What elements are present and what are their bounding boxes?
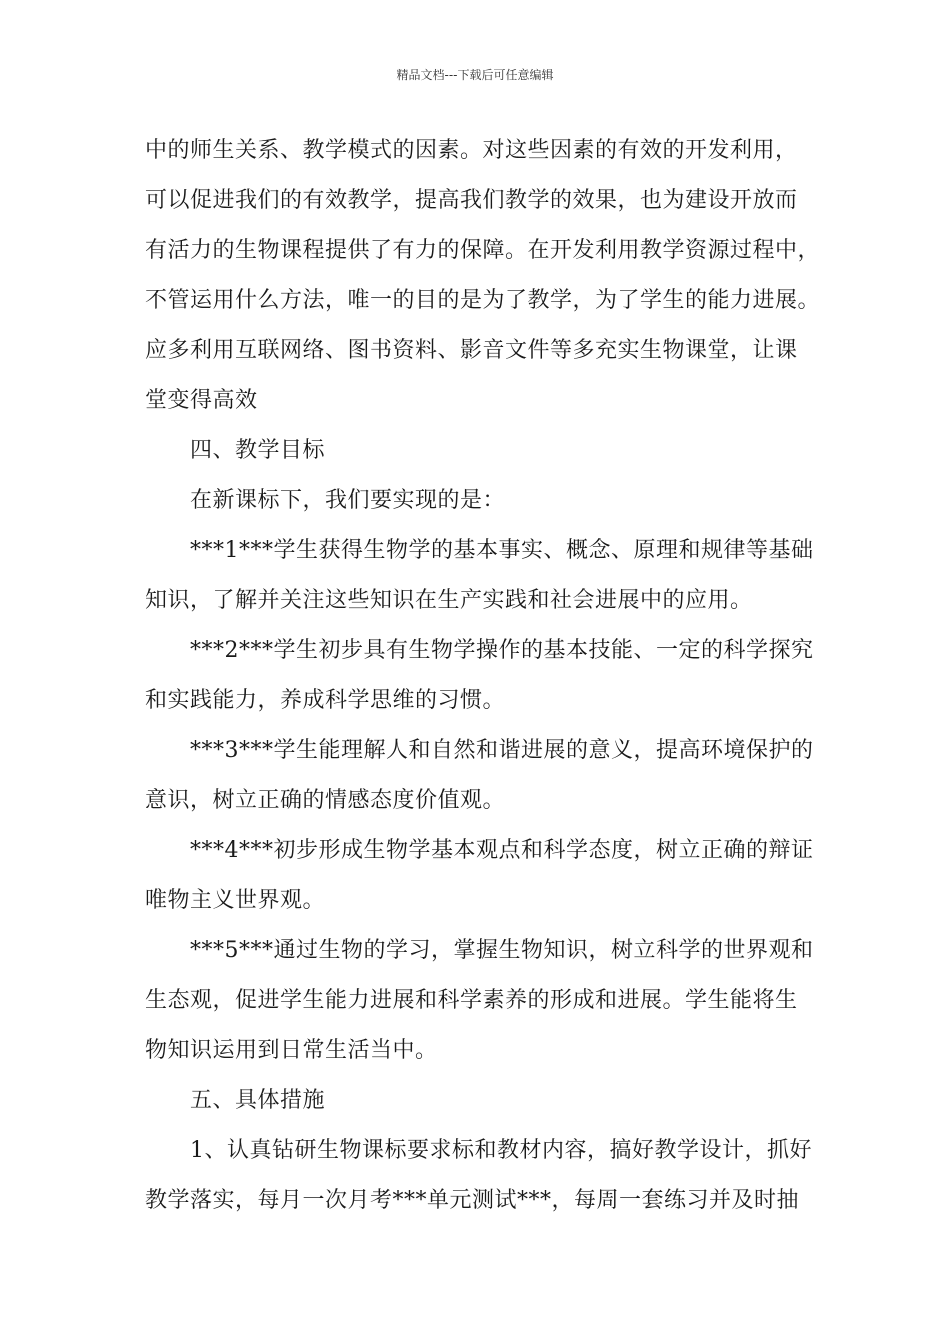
body-line: 唯物主义世界观。 <box>145 888 326 913</box>
section-heading: 五、具体措施 <box>190 1088 326 1113</box>
body-line: 可以促进我们的有效教学，提高我们教学的效果，也为建设开放而 <box>145 188 798 213</box>
page-header: 精品文档---下载后可任意编辑 <box>396 68 554 82</box>
section-heading: 四、教学目标 <box>190 438 326 463</box>
list-item: ***4***初步形成生物学基本观点和科学态度，树立正确的辩证 <box>190 838 814 863</box>
body-line: 生态观，促进学生能力进展和科学素养的形成和进展。学生能将生 <box>145 988 798 1013</box>
body-line: 不管运用什么方法，唯一的目的是为了教学，为了学生的能力进展。 <box>145 288 821 313</box>
body-line: 物知识运用到日常生活当中。 <box>145 1038 438 1063</box>
body-line: 应多利用互联网络、图书资料、影音文件等多充实生物课堂，让课 <box>145 338 798 363</box>
list-item: 1、认真钻研生物课标要求标和教材内容，搞好教学设计，抓好 <box>190 1138 812 1163</box>
body-line: 在新课标下，我们要实现的是： <box>190 488 506 513</box>
body-line: 知识，了解并关注这些知识在生产实践和社会进展中的应用。 <box>145 588 753 613</box>
body-line: 中的师生关系、教学模式的因素。对这些因素的有效的开发利用， <box>145 138 798 163</box>
list-item: ***1***学生获得生物学的基本事实、概念、原理和规律等基础 <box>190 538 814 563</box>
list-item: ***5***通过生物的学习，掌握生物知识，树立科学的世界观和 <box>190 938 814 963</box>
body-line: 堂变得高效 <box>145 388 258 413</box>
body-line: 有活力的生物课程提供了有力的保障。在开发利用教学资源过程中， <box>145 238 821 263</box>
body-line: 和实践能力，养成科学思维的习惯。 <box>145 688 506 713</box>
body-line: 意识，树立正确的情感态度价值观。 <box>145 788 506 813</box>
body-line: 教学落实，每月一次月考***单元测试***，每周一套练习并及时抽 <box>145 1188 800 1213</box>
list-item: ***2***学生初步具有生物学操作的基本技能、一定的科学探究 <box>190 638 814 663</box>
list-item: ***3***学生能理解人和自然和谐进展的意义，提高环境保护的 <box>190 738 814 763</box>
